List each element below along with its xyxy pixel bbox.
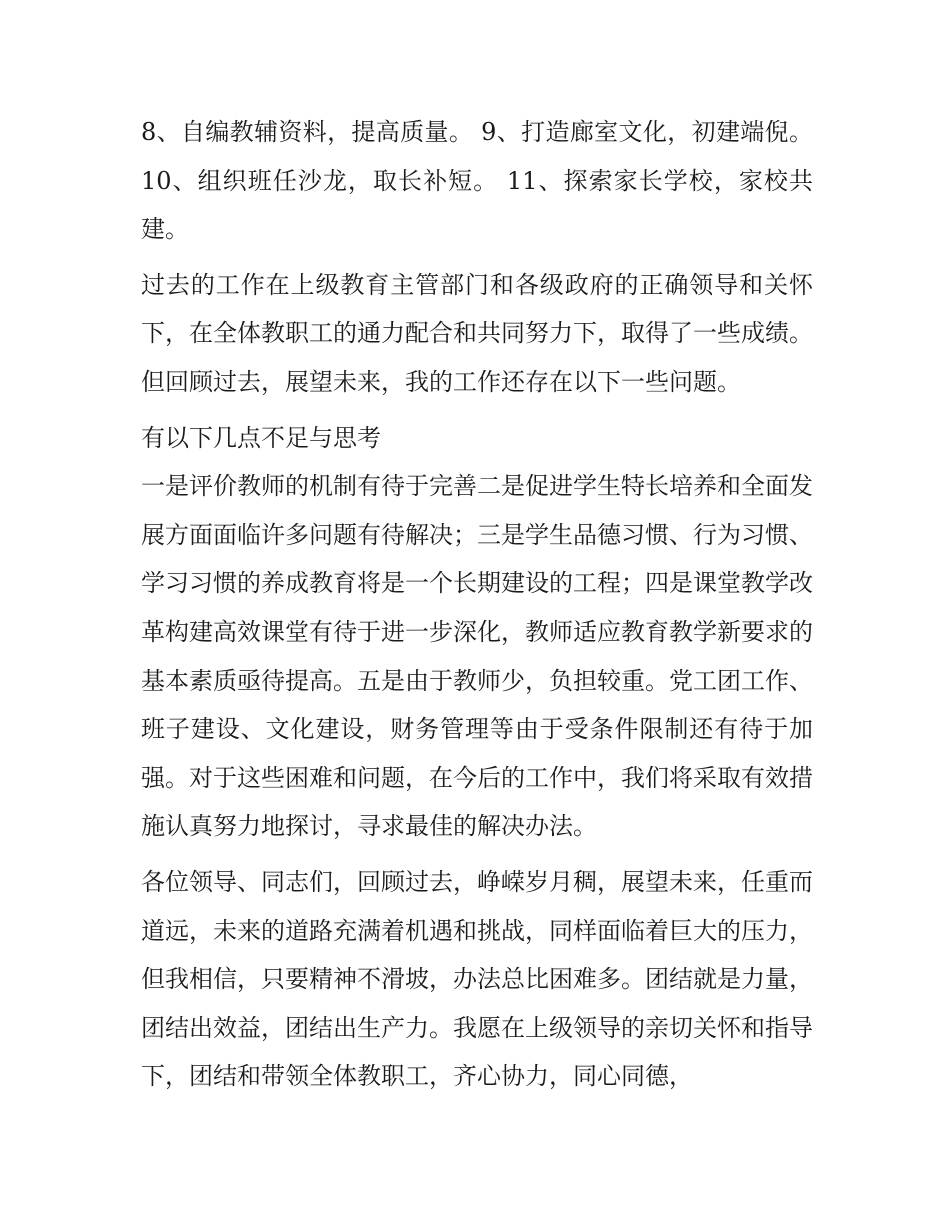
paragraph-problems: 一是评价教师的机制有待于完善二是促进学生特长培养和全面发展方面面临许多问题有待解决；三是学生品德习惯、行为习惯、学习习惯的养成教育将是一个长期建设的工程；四是课堂教学改革构建高效课堂有待于进一步深化，教师适应教育教学新要求的基本素质亟待提高。五是由于教师少，负担较重。党工团工作、班子建设、文化建设，财务管理等由于受条件限制还有待于加强。对于这些困难和问题，在今后的工作中，我们将采取有效措施认真努力地探讨，寻求最佳的解决办法。 bbox=[141, 472, 813, 841]
paragraph-outlook: 各位领导、同志们，回顾过去，峥嵘岁月稠，展望未来，任重而道远，未来的道路充满着机遇和挑战，同样面临着巨大的压力，但我相信，只要精神不滑坡，办法总比困难多。团结就是力量，团结出效益，团结出生产力。我愿在上级领导的亲切关怀和指导下，团结和带领全体教职工，齐心协力，同心同德， bbox=[141, 867, 813, 1091]
paragraph-review: 过去的工作在上级教育主管部门和各级政府的正确领导和关怀下，在全体教职工的通力配合和共同努力下，取得了一些成绩。但回顾过去，展望未来，我的工作还存在以下一些问题。 bbox=[141, 270, 813, 396]
paragraph-achievements-list: 8、自编教辅资料，提高质量。 9、打造廊室文化，初建端倪。 10、组织班任沙龙，取长补短。 11、探索家长学校，家校共建。 bbox=[141, 118, 813, 244]
document-body bbox=[141, 108, 813, 1108]
section-heading-shortcomings: 有以下几点不足与思考 bbox=[141, 423, 381, 452]
